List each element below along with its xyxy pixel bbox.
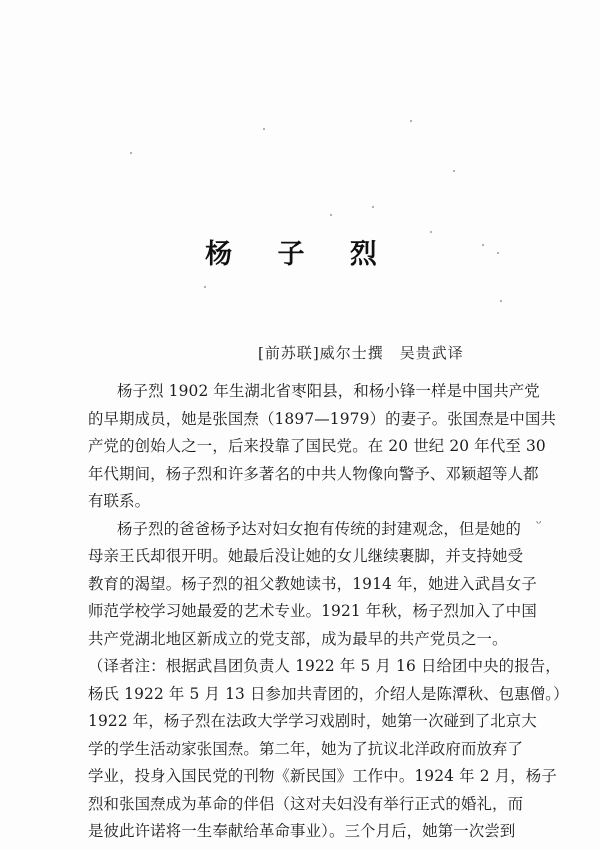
paragraph-2-line-4: 师范学校学习她最爱的艺术专业。1921 年秋，杨子烈加入了中国 xyxy=(88,602,537,620)
scan-speck xyxy=(372,206,374,208)
scan-speck xyxy=(453,170,455,172)
paragraph-2-line-6: （译者注：根据武昌团负责人 1922 年 5 月 16 日给团中央的报告， xyxy=(88,657,561,675)
paragraph-2-line-9: 学的学生活动家张国焘。第二年，她为了抗议北洋政府而放弃了 xyxy=(88,739,524,758)
page-title: 杨 子 烈 xyxy=(205,239,395,270)
margin-pencil-mark: ᵕ xyxy=(536,516,542,532)
scan-speck xyxy=(130,152,132,154)
paragraph-2-line-10: 学业，投身入国民党的刊物《新民国》工作中。1924 年 2 月，杨子 xyxy=(88,767,557,785)
scan-speck xyxy=(410,120,412,122)
paragraph-2-line-1: 杨子烈的爸爸杨予达对妇女抱有传统的封建观念，但是她的 xyxy=(117,519,522,538)
paragraph-1-line-5: 有联系。 xyxy=(88,492,151,510)
paragraph-2-line-2: 母亲王氏却很开明。她最后没让她的女儿继续裹脚，并支持她受 xyxy=(88,547,524,565)
paragraph-2-line-12: 是彼此许诺将一生奉献给革命事业）。三个月后，她第一次尝到 xyxy=(88,822,516,840)
paragraph-2-line-3: 教育的渴望。杨子烈的祖父教她读书，1914 年，她进入武昌女子 xyxy=(88,574,537,593)
article-body xyxy=(88,378,569,846)
scan-speck xyxy=(263,128,265,130)
scan-speck xyxy=(204,286,206,288)
paragraph-2-line-5: 共产党湖北地区新成立的党支部，成为最早的共产党员之一。 xyxy=(88,629,508,648)
paragraph-2-line-7: 杨氏 1922 年 5 月 13 日参加共青团的，介绍人是陈潭秋、包惠僧。） xyxy=(88,684,569,703)
paragraph-2-line-8: 1922 年，杨子烈在法政大学学习戏剧时，她第一次碰到了北京大 xyxy=(88,712,537,730)
paragraph-2-line-11: 烈和张国焘成为革命的伴侣（这对夫妇没有举行正式的婚礼，而 xyxy=(88,794,524,813)
scan-speck xyxy=(500,300,502,302)
author-translator-byline: [前苏联]威尔士撰 吴贵武译 xyxy=(258,344,464,362)
paragraph-1-line-2: 的早期成员，她是张国焘（1897—1979）的妻子。张国焘是中国共 xyxy=(88,409,557,428)
scan-speck xyxy=(330,214,332,216)
paragraph-1-line-4: 年代期间，杨子烈和许多著名的中共人物像向警予、邓颖超等人都 xyxy=(88,464,539,483)
paragraph-1-line-3: 产党的创始人之一，后来投靠了国民党。在 20 世纪 20 年代至 30 xyxy=(88,437,546,455)
paragraph-1-line-1: 杨子烈 1902 年生湖北省枣阳县，和杨小锋一样是中国共产党 xyxy=(117,382,540,400)
